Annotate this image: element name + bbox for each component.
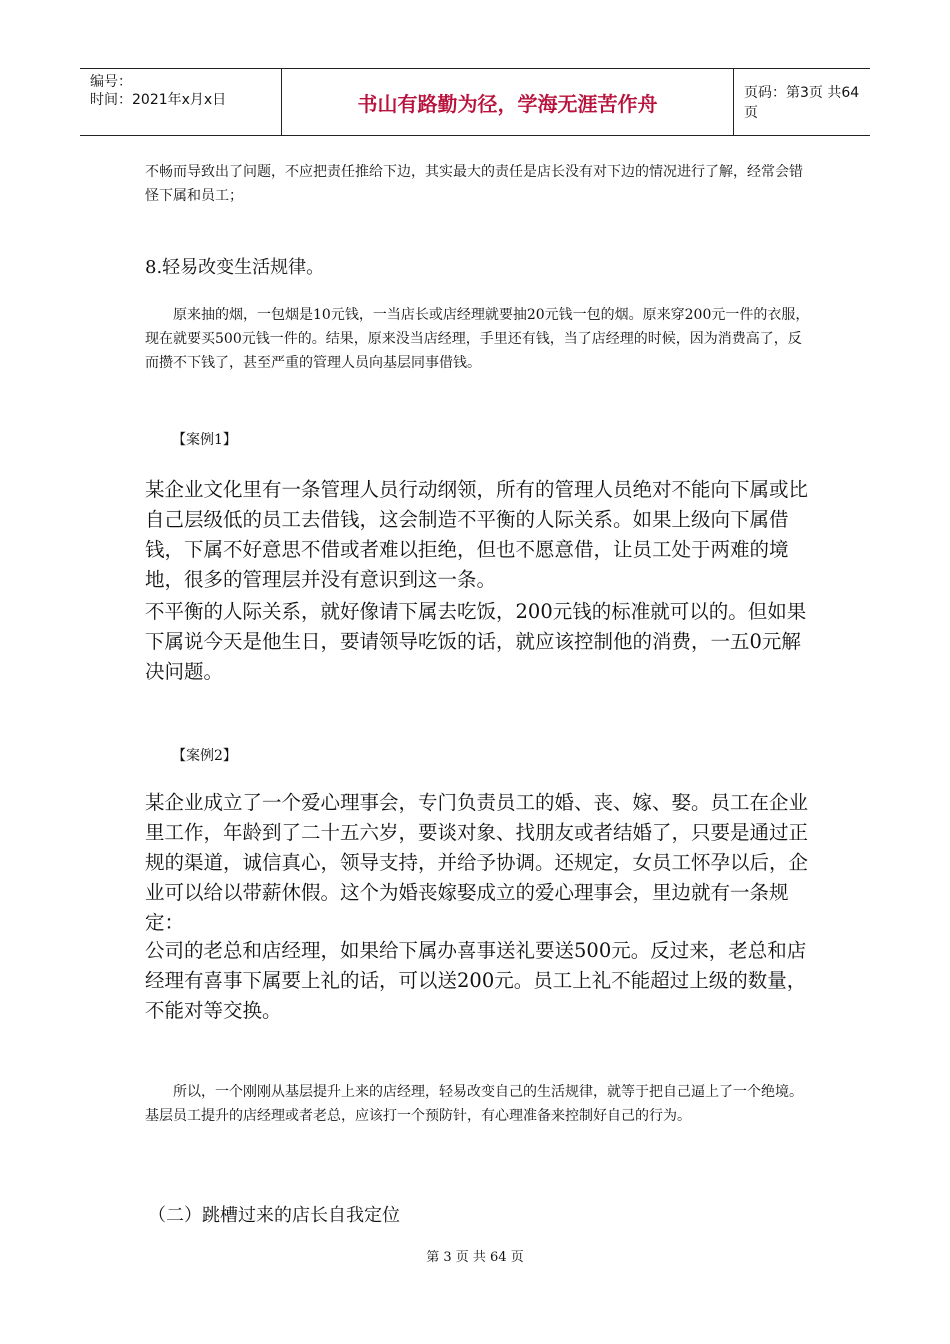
intro-paragraph: 不畅而导致出了问题，不应把责任推给下边，其实最大的责任是店长没有对下边的情况进行了解，经常会错怪下属和员工；: [145, 164, 803, 204]
case-1-label: 【案例1】: [172, 432, 237, 448]
case-1-paragraph-2: 不平衡的人际关系，就好像请下属去吃饭，200元钱的标准就可以的。但如果下属说今天是他生日，要请领导吃饭的话，就应该控制他的消费，一五0元解决问题。: [145, 600, 807, 683]
section-2-title: （二）跳槽过来的店长自我定位: [148, 1205, 400, 1226]
header-motto: 书山有路勤为径，学海无涯苦作舟: [282, 69, 734, 135]
header-meta-cell: [80, 69, 282, 135]
case-2-paragraph-1: 某企业成立了一个爱心理事会，专门负责员工的婚、丧、嫁、娶。员工在企业里工作，年龄到了二十五六岁，要谈对象、找朋友或者结婚了，只要是通过正规的渠道，诚信真心，领导支持，并给予协调。还规定，女员工怀孕以后，企业可以给以带薪休假。这个为婚丧嫁娶成立的爱心理事会，里边就有一条规定：: [145, 791, 809, 934]
case-1-paragraph-1: 某企业文化里有一条管理人员行动纲领，所有的管理人员绝对不能向下属或比自己层级低的员工去借钱，这会制造不平衡的人际关系。如果上级向下属借钱，下属不好意思不借或者难以拒绝，但也不愿意借，让员工处于两难的境地，很多的管理层并没有意识到这一条。: [145, 478, 809, 591]
section-8-body: 原来抽的烟，一包烟是10元钱，一当店长或店经理就要抽20元钱一包的烟。原来穿200元一件的衣服，现在就要买500元钱一件的。结果，原来没当店经理，手里还有钱，当了店经理的时候，因为消费高了，反而攒不下钱了，甚至严重的管理人员向基层同事借钱。: [145, 307, 810, 371]
case-2-paragraph-2: 公司的老总和店经理，如果给下属办喜事送礼要送500元。反过来，老总和店经理有喜事下属要上礼的话，可以送200元。员工上礼不能超过上级的数量，不能对等交换。: [145, 939, 807, 1022]
document-header: [80, 68, 870, 136]
section-8-title: 8.轻易改变生活规律。: [145, 257, 325, 278]
document-number-label: 编号：: [90, 74, 132, 90]
header-page-info: 页码：第3页 共64页: [744, 85, 860, 121]
document-date: 时间：2021年x月x日: [90, 92, 227, 108]
page-footer: 第 3 页 共 64 页: [426, 1250, 524, 1265]
case-2-label: 【案例2】: [172, 748, 237, 764]
conclusion-paragraph: 所以，一个刚刚从基层提升上来的店经理，轻易改变自己的生活规律，就等于把自己逼上了一个绝境。基层员工提升的店经理或者老总，应该打一个预防针，有心理准备来控制好自己的行为。: [145, 1084, 803, 1124]
